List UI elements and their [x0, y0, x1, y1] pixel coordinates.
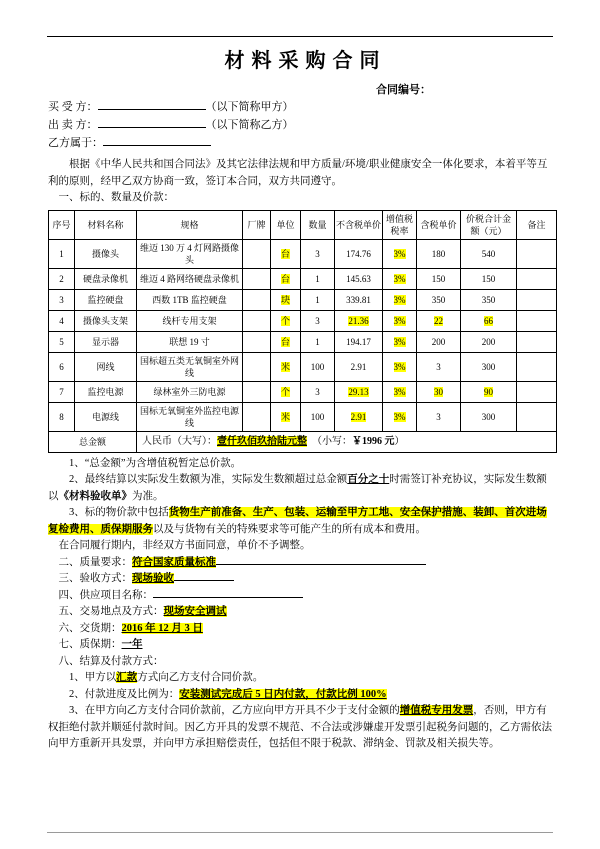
cell-name: 监控硬盘: [75, 289, 137, 310]
cell-price: [335, 310, 383, 331]
cell-total: [461, 310, 517, 331]
text-segment: 2、付款进度及比例为：: [69, 688, 180, 700]
cell-total: 300: [461, 402, 517, 431]
cell-qty: 1: [301, 289, 335, 310]
cell-brand: [243, 331, 271, 352]
highlighted-value: 3%: [393, 336, 406, 347]
cell-no: 5: [49, 331, 75, 352]
text-segment: 安装测试完成后 5 日内付款，付款比例 100%: [179, 688, 387, 700]
highlighted-value: 3%: [393, 273, 406, 284]
highlighted-value: 21.36: [348, 315, 369, 326]
document-title: 材料采购合同: [224, 50, 387, 72]
cell-price: 339.81: [335, 289, 383, 310]
cell-unit: [271, 352, 301, 381]
cell-unit: [271, 381, 301, 402]
text-segment: 百分之十: [347, 474, 390, 485]
cell-no: 4: [49, 310, 75, 331]
text-segment: 现场安全调试: [163, 606, 227, 617]
cell-unit: [271, 310, 301, 331]
cell-taxed: [417, 381, 461, 402]
highlighted-value: 66: [484, 315, 493, 326]
cell-taxed: 3: [417, 352, 461, 381]
text-segment: 在合同履行期内，非经双方书面同意，单价不予调整。: [58, 540, 311, 551]
cell-price: [335, 381, 383, 402]
cell-brand: [243, 310, 271, 331]
table-row: [49, 289, 557, 310]
cell-note: [517, 381, 557, 402]
table-body: [49, 239, 557, 431]
cell-name: 摄像头支架: [75, 310, 137, 331]
cell-tax: [383, 381, 417, 402]
cell-taxed: [417, 310, 461, 331]
text-segment: 四、供应项目名称：: [58, 589, 153, 601]
text-segment: 1、“总金额”为含增值税暂定总价款。: [69, 457, 242, 469]
clause-paragraph: [48, 555, 556, 572]
cell-no: 8: [49, 402, 75, 431]
clause-paragraph: [48, 703, 556, 753]
text-segment: 现场验收: [132, 573, 174, 584]
cell-spec: 联想 19 寸: [137, 331, 243, 352]
cell-price: 145.63: [335, 268, 383, 289]
cell-brand: [243, 402, 271, 431]
cell-brand: [243, 268, 271, 289]
seller-line: [48, 117, 556, 134]
clause-paragraph: [48, 654, 556, 671]
text-segment: ，否则，甲方有权拒绝付款并顺延付款时间。因乙方开具的发票不规范、不合法或涉嫌虚开发票引起税务问题的，乙方需依法向甲方重新开具发票，并向甲方承担赔偿责任，包括但不限于税款、滞纳金、罚款及相关损失等。: [48, 705, 552, 749]
cell-tax: [383, 402, 417, 431]
text-segment: 《材料验收单》: [58, 490, 132, 502]
clause-paragraph: [48, 538, 556, 555]
text-segment: [153, 588, 303, 598]
table-row: [49, 402, 557, 431]
highlighted-value: 3%: [393, 315, 406, 326]
text-segment: [216, 555, 426, 565]
cell-note: [517, 352, 557, 381]
text-segment: 以及与货物有关的特殊要求等可能产生的所有成本和费用。: [153, 523, 426, 535]
text-segment: 出 卖 方：: [48, 119, 98, 131]
text-segment: 八、结算及付款方式：: [58, 655, 164, 667]
text-segment: 七、质保期：: [58, 639, 122, 650]
cell-qty: 100: [301, 352, 335, 381]
clause-paragraph: [48, 621, 556, 638]
highlighted-value: 3%: [393, 411, 406, 422]
text-segment: 二、质量要求：: [58, 556, 132, 568]
text-segment: 增值税专用发票: [399, 705, 474, 716]
cell-total: 300: [461, 352, 517, 381]
col-header-vat-rate: 增值税税率: [383, 210, 417, 239]
cell-unit: [271, 239, 301, 268]
text-segment: 2、最终结算以实际发生数额为准，实际发生数额超过总金额: [69, 474, 348, 485]
highlighted-value: 米: [280, 361, 290, 372]
cell-spec: 维迈 4 路网络硬盘录像机: [137, 268, 243, 289]
text-segment: （以下简称乙方）: [205, 119, 294, 131]
text-segment: 符合国家质量标准: [132, 556, 216, 568]
cell-taxed: 3: [417, 402, 461, 431]
cell-note: [517, 289, 557, 310]
preamble: 根据《中华人民共和国合同法》及其它法律法规和甲方质量/环境/职业健康安全一体化要求，本着平等互利的原则，经甲乙双方协商一致，签订本合同，双方共同遵守。: [48, 159, 548, 187]
cell-spec: 国标无氧铜室外监控电源线: [137, 402, 243, 431]
cell-qty: 3: [301, 381, 335, 402]
cell-brand: [243, 352, 271, 381]
cell-note: [517, 268, 557, 289]
col-header-price-extax: 不含税单价: [335, 210, 383, 239]
text-segment: 乙方属于：: [48, 137, 103, 149]
highlighted-value: 3%: [393, 294, 406, 305]
clause-paragraph: [48, 670, 556, 687]
highlighted-value: 3%: [393, 248, 406, 259]
cell-note: [517, 239, 557, 268]
cell-qty: 3: [301, 310, 335, 331]
clause-paragraph: [48, 604, 556, 621]
cell-qty: 1: [301, 331, 335, 352]
highlighted-value: 30: [434, 386, 443, 397]
col-header-price-inctax: 含税单价: [417, 210, 461, 239]
col-header-brand: 厂牌: [243, 210, 271, 239]
table-row: [49, 239, 557, 268]
highlighted-value: 台: [280, 273, 290, 284]
col-header-qty: 数量: [301, 210, 335, 239]
clause-paragraph: [48, 456, 556, 473]
table-header-row: [49, 210, 557, 239]
text-segment: 壹仟玖佰玖拾陆元整: [217, 435, 307, 447]
cell-spec: 国标超五类无氧铜室外网线: [137, 352, 243, 381]
col-header-no: 序号: [49, 210, 75, 239]
text-segment: [98, 100, 206, 110]
highlighted-value: 29.13: [348, 386, 369, 397]
cell-tax: [383, 352, 417, 381]
cell-taxed: 180: [417, 239, 461, 268]
clause-paragraph: [48, 687, 556, 704]
col-header-spec: 规格: [137, 210, 243, 239]
text-segment: 方式向乙方支付合同价款。: [137, 672, 264, 683]
footer-rule: [47, 832, 553, 833]
cell-unit: [271, 268, 301, 289]
cell-name: 电源线: [75, 402, 137, 431]
cell-unit: [271, 331, 301, 352]
highlighted-value: 米: [280, 411, 290, 422]
cell-total: 200: [461, 331, 517, 352]
cell-name: 显示器: [75, 331, 137, 352]
cell-qty: 100: [301, 402, 335, 431]
text-segment: 五、交易地点及方式：: [58, 606, 164, 617]
total-amount: [137, 431, 557, 452]
text-segment: 一年: [121, 639, 143, 650]
text-segment: 买 受 方：: [48, 101, 98, 113]
total-row: [49, 431, 557, 452]
table-row: [49, 331, 557, 352]
text-segment: 货物生产前准备、生产、包装、运输至甲方工地、安全保护措施、装卸、首次进场复检费用、质保期服务: [48, 507, 547, 535]
cell-name: 监控电源: [75, 381, 137, 402]
text-segment: （以下简称甲方）: [205, 101, 294, 113]
highlighted-value: 台: [280, 248, 290, 259]
cell-tax: [383, 289, 417, 310]
cell-no: 7: [49, 381, 75, 402]
col-header-unit: 单位: [271, 210, 301, 239]
highlighted-value: 2.91: [350, 411, 367, 422]
text-segment: 三、验收方式：: [58, 573, 132, 584]
table-row: [49, 310, 557, 331]
cell-brand: [243, 381, 271, 402]
cell-price: [335, 402, 383, 431]
highlighted-value: 22: [434, 315, 443, 326]
cell-note: [517, 402, 557, 431]
text-segment: 3、标的物价款中包括: [69, 507, 169, 518]
highlighted-value: 块: [280, 294, 290, 305]
cell-note: [517, 331, 557, 352]
cell-tax: [383, 331, 417, 352]
highlighted-value: 3%: [393, 386, 406, 397]
total-label: 总金额: [49, 431, 137, 452]
cell-spec: 线杆专用支架: [137, 310, 243, 331]
clause-paragraph: [48, 637, 556, 654]
text-segment: ￥1996 元: [352, 435, 395, 447]
cell-unit: [271, 402, 301, 431]
text-segment: 汇款: [116, 672, 138, 683]
cell-no: 3: [49, 289, 75, 310]
cell-no: 2: [49, 268, 75, 289]
highlighted-value: 个: [280, 315, 290, 326]
text-segment: 六、交货期：: [58, 622, 122, 634]
cell-name: 硬盘录像机: [75, 268, 137, 289]
text-segment: 时需签订补充协议，实际发生数额以: [48, 474, 547, 502]
highlighted-value: 90: [484, 386, 493, 397]
clause-paragraph: [48, 472, 556, 505]
cell-taxed: 150: [417, 268, 461, 289]
cell-note: [517, 310, 557, 331]
cell-spec: 西数 1TB 监控硬盘: [137, 289, 243, 310]
text-segment: 2016 年 12 月 3 日: [121, 622, 203, 634]
table-row: [49, 352, 557, 381]
cell-taxed: 200: [417, 331, 461, 352]
cell-unit: [271, 289, 301, 310]
text-segment: （小写：: [307, 435, 352, 447]
cell-tax: [383, 268, 417, 289]
clauses: [48, 456, 556, 753]
cell-name: 摄像头: [75, 239, 137, 268]
text-segment: 人民币（大写）：: [142, 435, 217, 447]
text-segment: ）: [394, 435, 405, 447]
cell-total: [461, 381, 517, 402]
col-header-note: 备注: [517, 210, 557, 239]
cell-price: 2.91: [335, 352, 383, 381]
header-rule: [47, 36, 553, 37]
clause-paragraph: [48, 588, 556, 605]
cell-taxed: 350: [417, 289, 461, 310]
cell-price: 194.17: [335, 331, 383, 352]
clause-paragraph: [48, 571, 556, 588]
text-segment: 3、在甲方向乙方支付合同价款前，乙方应向甲方开具不少于支付金额的: [69, 705, 400, 716]
highlighted-value: 个: [280, 386, 290, 397]
cell-tax: [383, 239, 417, 268]
highlighted-value: 3%: [393, 361, 406, 372]
cell-tax: [383, 310, 417, 331]
table-row: [49, 381, 557, 402]
cell-total: 540: [461, 239, 517, 268]
clause-paragraph: [48, 505, 556, 538]
cell-spec: 维迈 130 万 4 灯网路摄像头: [137, 239, 243, 268]
table-row: [49, 268, 557, 289]
cell-spec: 绿林室外三防电源: [137, 381, 243, 402]
cell-no: 1: [49, 239, 75, 268]
party-b-type-line: [48, 135, 556, 152]
text-segment: [174, 571, 234, 581]
col-header-material: 材料名称: [75, 210, 137, 239]
cell-name: 网线: [75, 352, 137, 381]
cell-qty: 1: [301, 268, 335, 289]
text-segment: [103, 136, 211, 146]
cell-price: 174.76: [335, 239, 383, 268]
buyer-line: [48, 99, 556, 116]
text-segment: 1、甲方以: [69, 672, 117, 683]
cell-total: 150: [461, 268, 517, 289]
items-table: [48, 210, 557, 453]
text-segment: 为准。: [132, 490, 164, 502]
section-1-heading: 一、标的、数量及价款：: [58, 192, 174, 203]
cell-qty: 3: [301, 239, 335, 268]
text-segment: [98, 118, 206, 128]
cell-total: 350: [461, 289, 517, 310]
contract-number-label: 合同编号：: [376, 84, 431, 96]
highlighted-value: 台: [280, 336, 290, 347]
col-header-total: 价税合计金额（元）: [461, 210, 517, 239]
cell-no: 6: [49, 352, 75, 381]
cell-brand: [243, 239, 271, 268]
cell-brand: [243, 289, 271, 310]
